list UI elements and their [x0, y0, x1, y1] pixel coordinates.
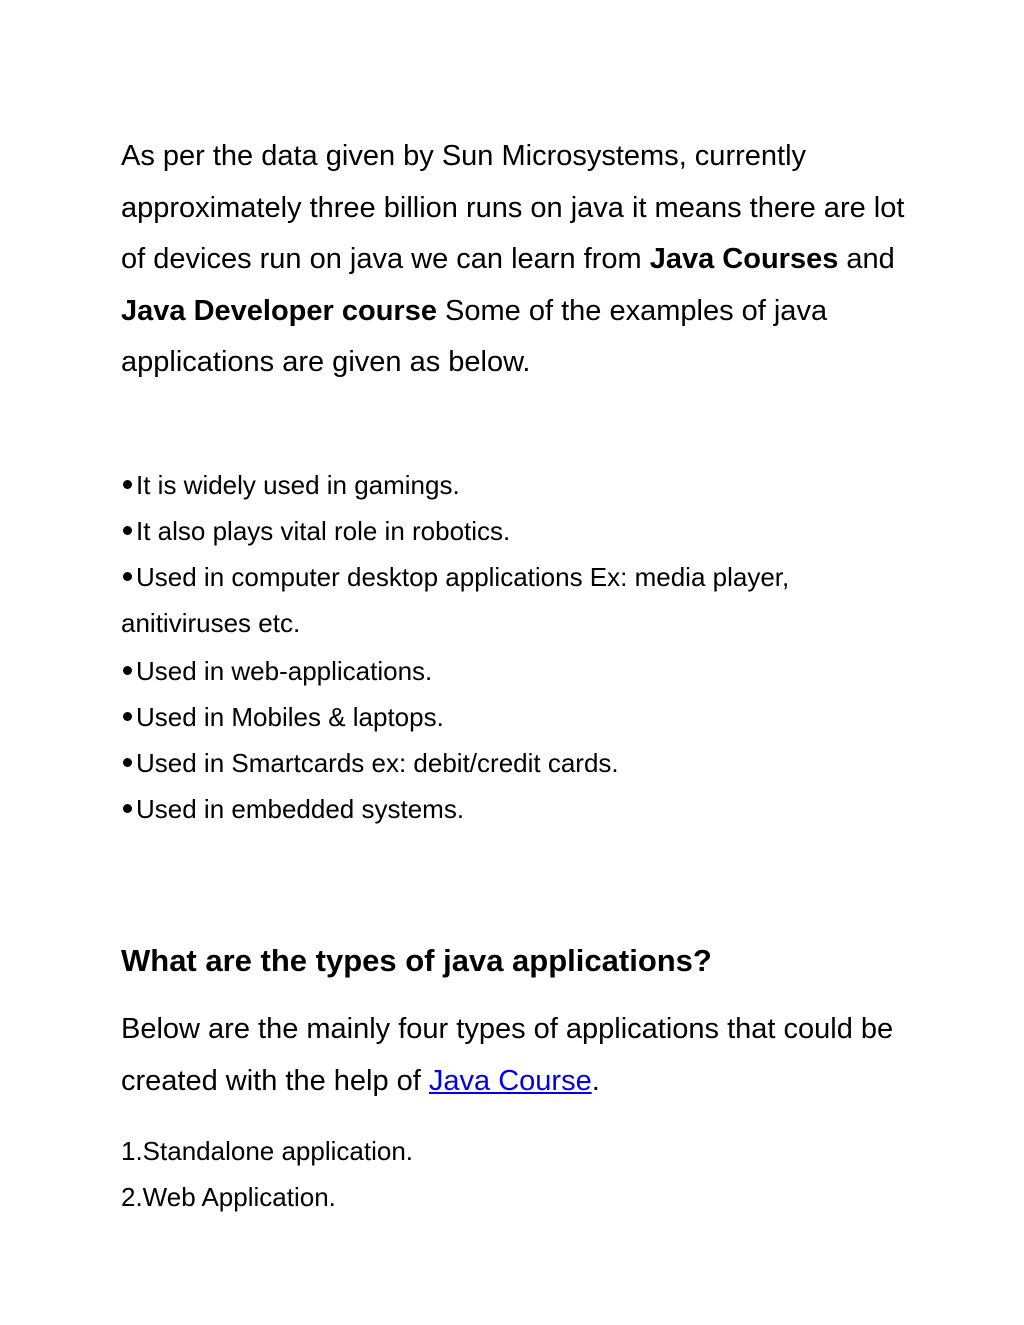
bullet-item	[121, 554, 881, 646]
bullet-icon	[123, 526, 132, 535]
list-item: 1.Standalone application.	[121, 1136, 414, 1166]
bullet-item	[121, 508, 881, 554]
bullet-text: It also plays vital role in robotics.	[136, 516, 511, 546]
intro-text-3: Some of the examples of java applications are given as below.	[121, 294, 828, 378]
bullet-text: Used in embedded systems.	[136, 794, 465, 824]
bullet-item	[121, 694, 881, 740]
list-item: 2.Web Application.	[121, 1182, 336, 1212]
bullet-item	[121, 648, 881, 694]
application-types-list	[121, 1128, 413, 1220]
bullet-text: It is widely used in gamings.	[136, 470, 460, 500]
bullet-icon	[123, 758, 132, 767]
intro-text-1: As per the data given by Sun Microsystems, currently approximately three billion runs on java it means there are lot of devices run on java we can learn from	[121, 140, 905, 275]
applications-bullet-list	[121, 462, 881, 832]
java-developer-course-bold: Java Developer course	[121, 294, 437, 327]
intro-text-2: and	[838, 243, 895, 275]
intro-paragraph	[121, 131, 911, 389]
bullet-item	[121, 462, 881, 508]
bullet-icon	[123, 572, 132, 581]
bullet-item	[121, 740, 881, 786]
java-course-link[interactable]: Java Course	[428, 1064, 592, 1097]
bullet-icon	[123, 666, 132, 675]
bullet-text: Used in Smartcards ex: debit/credit cards.	[136, 748, 619, 778]
section-heading: What are the types of java applications?	[121, 943, 712, 978]
bullet-text: Used in web-applications.	[136, 656, 433, 686]
bullet-item	[121, 786, 881, 832]
bullet-icon	[123, 712, 132, 721]
section-text-1: Below are the mainly four types of applications that could be created with the help of	[121, 1013, 894, 1097]
bullet-text: Used in computer desktop applications Ex: media player, anitiviruses etc.	[121, 562, 790, 638]
section-text-2: .	[591, 1064, 600, 1097]
section-paragraph	[121, 1004, 911, 1107]
bullet-icon	[123, 480, 132, 489]
bullet-icon	[123, 804, 132, 813]
java-courses-bold: Java Courses	[649, 243, 839, 275]
bullet-text: Used in Mobiles & laptops.	[136, 702, 444, 732]
